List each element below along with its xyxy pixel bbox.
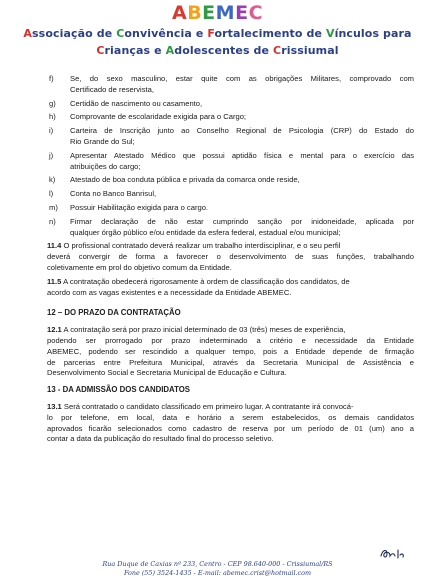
item-text-line: Comprovante de escolaridade exigida para o Cargo; xyxy=(70,112,247,122)
paragraph-text xyxy=(47,277,414,299)
header-text-segment: F xyxy=(207,27,215,40)
item-text-line: Rio Grande do Sul; xyxy=(70,136,135,146)
requirement-item xyxy=(47,126,414,148)
item-text-line: Atestado de boa conduta pública e privada da comarca onde reside, xyxy=(70,175,300,185)
item-text-line: Firmar declaração de não estar cumprindo sanção por inidoneidade, aplicada por xyxy=(70,216,414,226)
header-text-segment: rissiumal xyxy=(281,44,339,57)
footer-address: Rua Duque de Caxias nº 233, Centro - CEP 98.640-000 - Crissiumal/RS xyxy=(102,560,333,568)
paragraph-line: ABEMEC, podendo ser rescindido a qualquer tempo, pois a Entidade depende de firmação xyxy=(47,346,414,356)
footer-contact: Fone (55) 3524-1435 - E-mail: abemec.crist@hotmail.com xyxy=(123,569,312,577)
item-text-line: Se, do sexo masculino, estar quite com as obrigações Militares, comprovado com xyxy=(70,74,414,83)
paragraph-text xyxy=(47,241,414,273)
paragraph-number: 12.1 xyxy=(47,325,62,335)
paragraph-line: Será contratado o candidato classificado em primeiro lugar. A contratante irá convocá- xyxy=(63,401,354,411)
signature-mark xyxy=(378,547,412,561)
header-text-segment: A xyxy=(165,44,175,57)
paragraph-line: O profissional contratado deverá realizar um trabalho interdisciplinar, e o seu perfil xyxy=(63,241,341,251)
header-text-segment: onvivência e xyxy=(124,27,208,40)
requirement-item xyxy=(47,189,414,200)
item-label: f) xyxy=(49,74,54,83)
paragraph-text xyxy=(47,325,414,379)
header-text-segment: C xyxy=(273,44,282,57)
item-text-line: Carteira de Inscrição junto ao Conselho Regional de Psicologia (CRP) do Estado do xyxy=(70,126,414,136)
item-label: k) xyxy=(49,175,56,185)
paragraph-line: A contratação obedecerá rigorosamente à ordem de classificação dos candidatos, de xyxy=(63,276,350,286)
requirement-item xyxy=(47,112,414,123)
item-label: i) xyxy=(49,126,54,136)
item-text-line: qualquer órgão público e/ou entidade da esfera federal, estadual e/ou municipal; xyxy=(70,227,341,237)
item-label: n) xyxy=(49,216,56,226)
logo-letter: A xyxy=(171,2,188,24)
header-text-segment: rianças e xyxy=(104,44,166,57)
document-body xyxy=(47,74,414,445)
requirement-item xyxy=(47,217,414,239)
item-label: j) xyxy=(49,150,54,160)
header-text-segment: A xyxy=(23,27,33,40)
paragraph-line: podendo ser prorrogado por prazo indeterminado a critério e necessidade da Entidade xyxy=(47,335,414,345)
requirement-item xyxy=(47,175,414,186)
item-text-line: Certidão de nascimento ou casamento, xyxy=(70,98,203,108)
paragraph-number: 13.1 xyxy=(47,401,62,411)
paragraph-number: 11.5 xyxy=(47,276,62,286)
paragraph-11-4 xyxy=(47,241,414,273)
paragraph-line: A contratação será por prazo inicial determinado de 03 (três) meses de experiência, xyxy=(63,325,346,335)
paragraph-line: acordo com as vagas existentes e a necessidade da Entidade ABEMEC. xyxy=(47,287,292,297)
item-label: m) xyxy=(49,202,58,212)
paragraph-11-5 xyxy=(47,277,414,299)
item-label: l) xyxy=(49,189,54,199)
paragraph-number: 11.4 xyxy=(47,241,62,251)
requirement-item xyxy=(47,203,414,214)
logo-letter: M xyxy=(215,2,236,24)
header-text-segment: dolescentes de xyxy=(174,44,273,57)
header-text-segment: ínculos para xyxy=(334,27,412,40)
paragraph-line: contar a data da publicação do resultado final do processo seletivo. xyxy=(47,434,274,444)
paragraph-line: aprovados ficarão selecionados como cadastro de reserva por um período de 01 (um) ano a xyxy=(47,423,414,433)
header-text-segment: C xyxy=(96,44,105,57)
logo-letter: E xyxy=(202,2,216,24)
item-text-line: Apresentar Atestado Médico que possui aptidão física e mental para o exercício das xyxy=(70,150,414,160)
association-name-line-2 xyxy=(0,44,435,57)
requirement-item xyxy=(47,151,414,173)
paragraph-line: de parcerias entre Prefeitura Municipal, através da Secretaria Municipal de Assistência e xyxy=(47,357,414,367)
logo-letter: B xyxy=(187,2,203,24)
header-text-segment: ortalecimento de xyxy=(214,27,326,40)
header-text-segment: C xyxy=(116,27,125,40)
header-text-segment: V xyxy=(325,27,335,40)
header-text-segment: ssociação de xyxy=(32,27,117,40)
item-text-line: atribuições do cargo; xyxy=(70,161,141,171)
requirement-item xyxy=(47,74,414,96)
logo-letter: C xyxy=(248,2,264,24)
item-text-line: Conta no Banco Banrisul, xyxy=(70,189,157,199)
logo-letter: E xyxy=(235,2,249,24)
paragraph-line: lo por telefone, em local, data e horário a serem estabelecidos, os demais candidatos xyxy=(47,412,414,422)
abemec-logo xyxy=(0,2,435,24)
item-text-line: Possuir Habilitação exigida para o cargo. xyxy=(70,202,209,212)
paragraph-line: Desenvolvimento Social e Secretaria Municipal de Educação e Cultura. xyxy=(47,368,287,378)
association-name-line-1 xyxy=(0,27,435,40)
paragraph-13-1 xyxy=(47,402,414,445)
paragraph-text xyxy=(47,402,414,445)
paragraph-line: deverá convergir de forma a favorecer o desenvolvimento de suas funções, trabalhando xyxy=(47,252,414,262)
paragraph-line: coletivamente em prol do objetivo comum da Entidade. xyxy=(47,262,232,272)
paragraph-12-1 xyxy=(47,325,414,379)
item-text-line: Certificado de reservista, xyxy=(70,84,154,94)
item-label: h) xyxy=(49,112,56,122)
item-label: g) xyxy=(49,98,56,108)
section-heading-12: 12 – DO PRAZO DA CONTRATAÇÃO xyxy=(47,308,181,318)
requirement-item xyxy=(47,99,414,110)
section-heading-13: 13 - DA ADMISSÃO DOS CANDIDATOS xyxy=(47,385,190,395)
requirements-list xyxy=(47,74,414,238)
